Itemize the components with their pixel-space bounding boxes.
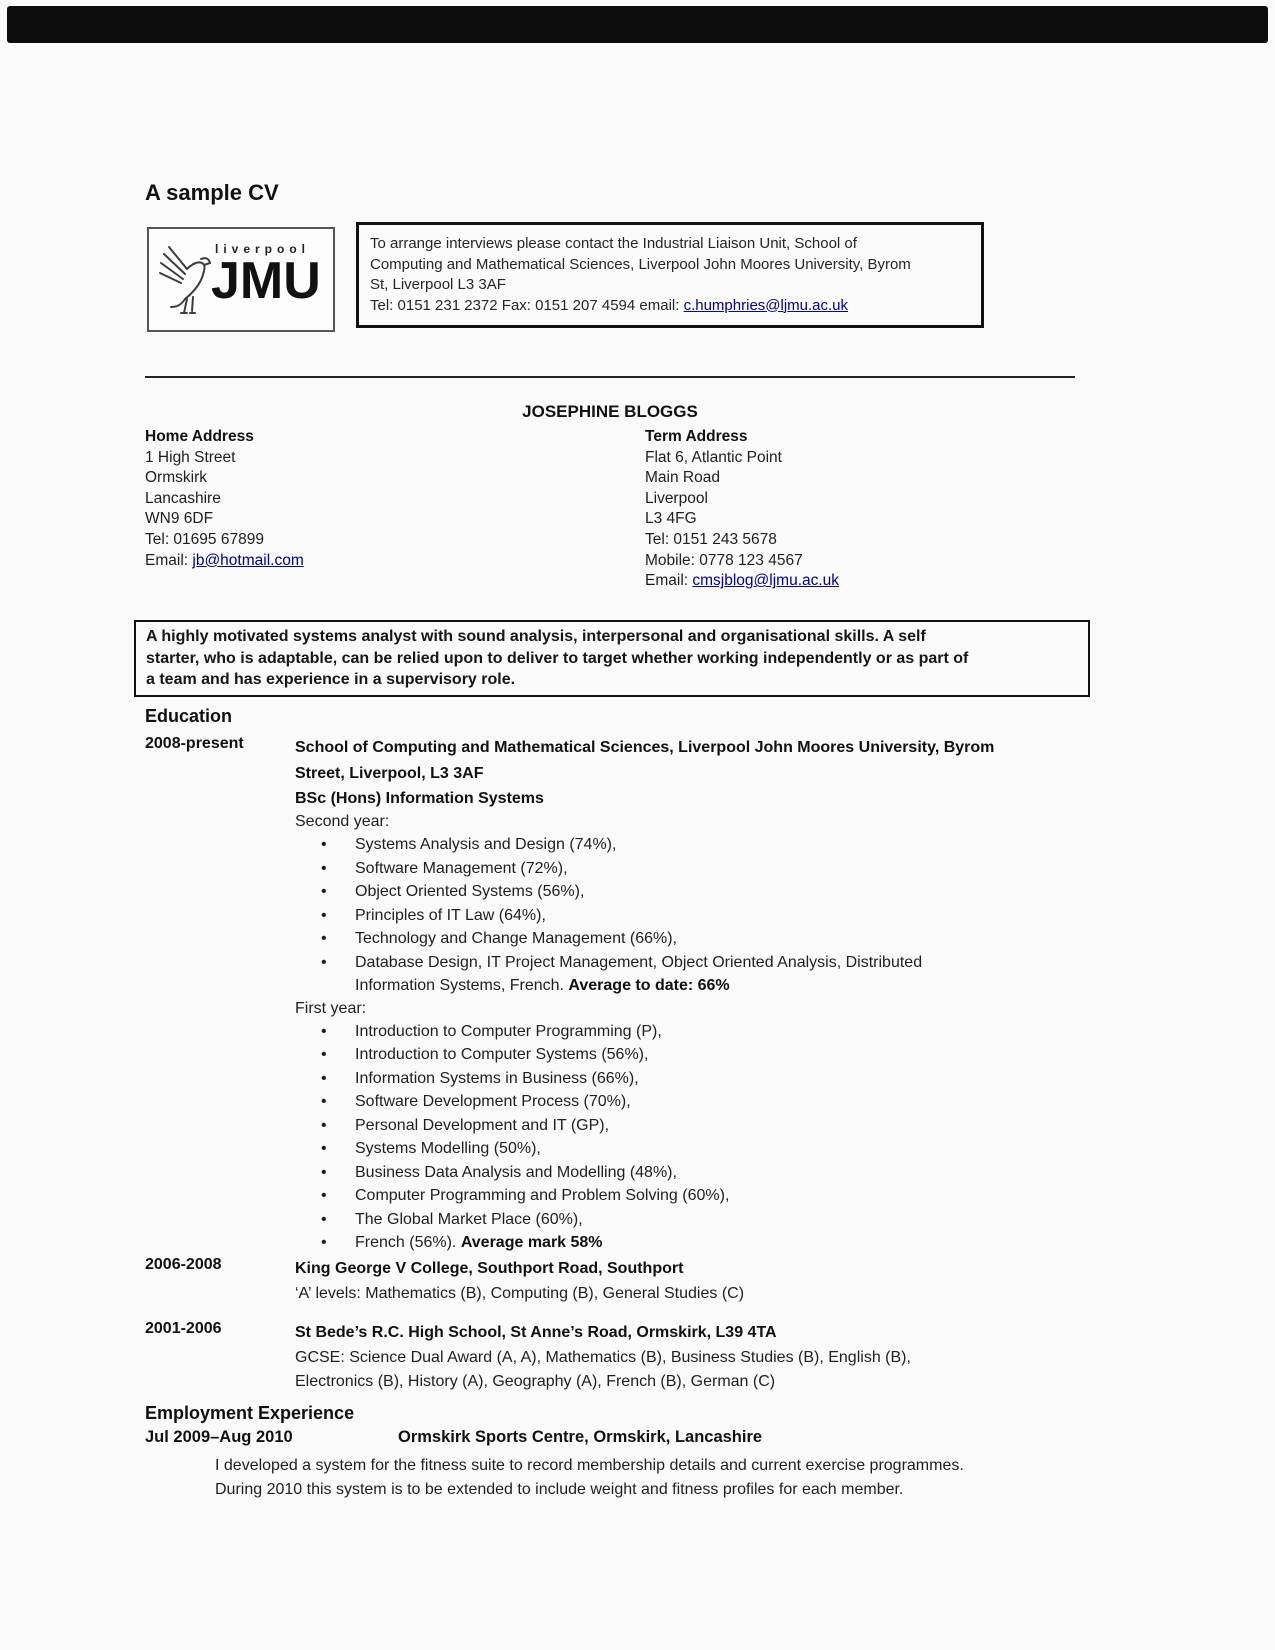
- profile-summary-box: [134, 620, 1090, 697]
- bullet-icon: •: [321, 1187, 327, 1204]
- institution-name: Street, Liverpool, L3 3AF: [295, 765, 484, 782]
- profile-line: starter, who is adaptable, can be relied upon to deliver to target whether working independently or as part of: [146, 649, 969, 667]
- course-module-item: • Personal Development and IT (GP),: [295, 1114, 940, 1138]
- bullet-icon: •: [321, 1163, 327, 1181]
- bullet-icon: •: [321, 953, 327, 971]
- bullet-icon: •: [321, 1022, 327, 1040]
- bullet-icon: •: [321, 1234, 327, 1251]
- course-module-item: • Technology and Change Management (66%),: [295, 927, 940, 951]
- course-module-item: • Database Design, IT Project Management, Object Oriented Analysis, Distributed Information Systems, French. Average to date: 66%: [295, 951, 940, 998]
- contact-line: Computing and Mathematical Sciences, Liverpool John Moores University, Byrom: [370, 255, 911, 273]
- course-module-item: • Systems Modelling (50%),: [295, 1137, 940, 1161]
- course-module-item: • Software Development Process (70%),: [295, 1090, 940, 1114]
- employer-name: Ormskirk Sports Centre, Ormskirk, Lancashire: [398, 1428, 763, 1446]
- institution-name: St Bede’s R.C. High School, St Anne’s Road, Ormskirk, L39 4TA: [295, 1324, 777, 1341]
- address-line: 1 High Street: [145, 448, 236, 466]
- bullet-icon: •: [321, 836, 327, 853]
- qualifications-line: ‘A’ levels: Mathematics (B), Computing (B), General Studies (C): [295, 1285, 745, 1302]
- employment-description-line: I developed a system for the fitness suite to record membership details and current exercise programmes.: [215, 1457, 964, 1474]
- term-email-link[interactable]: cmsjblog@ljmu.ac.uk: [692, 572, 840, 590]
- contact-line: St, Liverpool L3 3AF: [370, 276, 506, 293]
- contact-line: To arrange interviews please contact the Industrial Liaison Unit, School of: [370, 235, 857, 252]
- bullet-icon: •: [321, 1093, 327, 1110]
- page-title: A sample CV: [145, 180, 279, 205]
- bullet-icon: •: [321, 883, 327, 900]
- employment-description-line: During 2010 this system is to be extended to include weight and fitness profiles for each member.: [215, 1480, 904, 1498]
- institution-name: King George V College, Southport Road, Southport: [295, 1260, 684, 1277]
- home-email-link[interactable]: jb@hotmail.com: [192, 551, 304, 569]
- bullet-icon: •: [321, 930, 327, 947]
- employment-entry: [145, 1428, 1145, 1452]
- course-module-item: • Principles of IT Law (64%),: [295, 904, 940, 928]
- address-line: Ormskirk: [145, 469, 207, 487]
- term-email-line: [645, 571, 1005, 592]
- course-module-item: • Information Systems in Business (66%),: [295, 1067, 940, 1091]
- course-title: BSc (Hons) Information Systems: [295, 790, 544, 807]
- education-dates: 2008-present: [145, 735, 244, 752]
- education-dates: 2001-2006: [145, 1320, 222, 1337]
- bullet-icon: •: [321, 1046, 327, 1063]
- course-module-item: • The Global Market Place (60%),: [295, 1208, 940, 1232]
- email-label: Email:: [145, 551, 193, 569]
- course-module-item: • Computer Programming and Problem Solving (60%),: [295, 1184, 940, 1208]
- logo-wordmark-small: liverpool: [215, 242, 311, 256]
- second-year-label: Second year:: [295, 813, 390, 830]
- address-line: WN9 6DF: [145, 510, 214, 528]
- course-module-item: • Software Management (72%),: [295, 857, 940, 881]
- address-line: Mobile: 0778 123 4567: [645, 551, 803, 569]
- qualifications-line: GCSE: Science Dual Award (A, A), Mathematics (B), Business Studies (B), English (B),: [295, 1349, 911, 1366]
- address-line: Flat 6, Atlantic Point: [645, 448, 782, 466]
- course-module-item: • French (56%). Average mark 58%: [295, 1231, 940, 1255]
- person-name: JOSEPHINE BLOGGS: [522, 402, 698, 421]
- course-module-item: • Business Data Analysis and Modelling (48%),: [295, 1161, 940, 1185]
- address-line: Liverpool: [645, 489, 708, 507]
- course-module-item: • Introduction to Computer Systems (56%),: [295, 1043, 940, 1067]
- bullet-icon: •: [321, 1116, 327, 1134]
- bullet-icon: •: [321, 1210, 327, 1228]
- institution-name: School of Computing and Mathematical Sciences, Liverpool John Moores University, Byrom: [295, 739, 995, 756]
- education-entry-content: [295, 735, 1095, 1255]
- home-email-line: [145, 551, 505, 572]
- education-entry-content: [295, 1320, 1095, 1394]
- address-line: L3 4FG: [645, 510, 697, 528]
- term-address-block: [645, 427, 1005, 592]
- address-line: Tel: 0151 243 5678: [645, 530, 777, 548]
- course-module-item: • Object Oriented Systems (56%),: [295, 880, 940, 904]
- home-address-block: [145, 427, 505, 571]
- contact-tel-line: [370, 296, 970, 317]
- address-line: Tel: 01695 67899: [145, 530, 264, 548]
- contact-info-box: [356, 222, 984, 328]
- course-module-item: • Introduction to Computer Programming (P),: [295, 1020, 940, 1044]
- qualifications-line: Electronics (B), History (A), Geography (A), French (B), German (C): [295, 1373, 776, 1390]
- jmu-logo: [147, 227, 335, 332]
- term-address-heading: Term Address: [645, 428, 748, 445]
- profile-line: a team and has experience in a supervisory role.: [146, 671, 516, 688]
- contact-tel-text: Tel: 0151 231 2372 Fax: 0151 207 4594 email:: [370, 296, 684, 314]
- email-label: Email:: [645, 572, 693, 590]
- employment-dates: Jul 2009–Aug 2010: [145, 1428, 293, 1446]
- horizontal-divider: [145, 376, 1075, 378]
- logo-wordmark-large: JMU: [211, 252, 321, 310]
- bullet-icon: •: [321, 906, 327, 924]
- bullet-icon: •: [321, 859, 327, 877]
- first-year-label: First year:: [295, 999, 367, 1017]
- top-black-bar: [7, 6, 1268, 43]
- profile-line: A highly motivated systems analyst with sound analysis, interpersonal and organisational skills. A self: [146, 628, 926, 645]
- contact-email-link[interactable]: c.humphries@ljmu.ac.uk: [683, 296, 849, 314]
- bullet-icon: •: [321, 1069, 327, 1087]
- education-dates: 2006-2008: [145, 1256, 222, 1273]
- education-entry-content: [295, 1256, 1095, 1306]
- employment-section-heading: Employment Experience: [145, 1403, 355, 1423]
- liver-bird-icon: [157, 241, 215, 324]
- address-line: Main Road: [645, 469, 720, 487]
- home-address-heading: Home Address: [145, 428, 254, 445]
- employment-description: [215, 1454, 1160, 1501]
- address-line: Lancashire: [145, 489, 221, 507]
- bullet-icon: •: [321, 1140, 327, 1157]
- education-section-heading: Education: [145, 706, 233, 726]
- course-module-item: • Systems Analysis and Design (74%),: [295, 833, 940, 857]
